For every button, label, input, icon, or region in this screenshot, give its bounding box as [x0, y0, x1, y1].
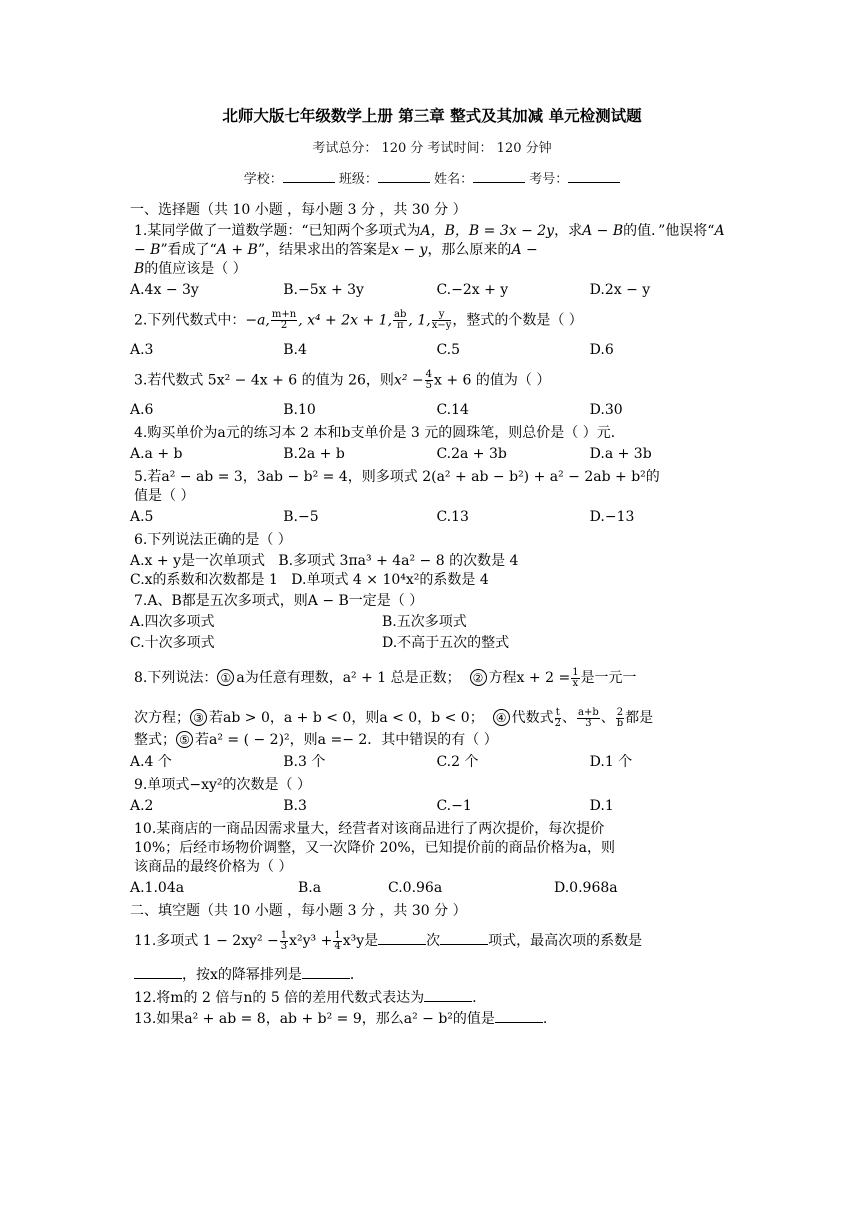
q1-text: ，那么原来的	[427, 242, 512, 258]
frac-top: 2	[616, 706, 624, 718]
q1-math: A − B	[582, 223, 624, 239]
circle-1-icon: ①	[217, 669, 234, 686]
q5-option-a[interactable]: A.5	[130, 509, 154, 525]
frac-bottom: π	[396, 320, 404, 331]
q2-option-a[interactable]: A.3	[130, 342, 154, 358]
q8-text: 8.下列说法：	[134, 670, 218, 686]
q3-option-c[interactable]: C.14	[436, 402, 469, 418]
q13-blank[interactable]	[495, 1010, 543, 1023]
frac-bottom: 5	[425, 380, 432, 391]
question-9: 9.单项式−xy²的次数是（ ）	[134, 777, 311, 793]
q1-text: ”看成了“	[160, 242, 217, 258]
q2-math: , 1,	[408, 312, 431, 329]
q1-math: A −	[511, 242, 538, 258]
q8-fraction	[577, 708, 600, 729]
q2-option-d[interactable]: D.6	[589, 342, 614, 358]
question-3	[134, 370, 734, 391]
q10-option-a[interactable]: A.1.04a	[130, 880, 185, 896]
q2-option-b[interactable]: B.4	[283, 342, 307, 358]
frac-bottom: x−y	[431, 320, 452, 331]
q8-line1-text	[134, 667, 637, 689]
frac-top: ab	[394, 309, 407, 320]
frac-top: a+b	[578, 706, 599, 718]
q9-option-a[interactable]: A.2	[130, 798, 154, 814]
q1-text: 的值．”他误将“	[623, 223, 715, 239]
q8-options	[130, 753, 734, 772]
q10-option-c[interactable]: C.0.96a	[388, 880, 443, 896]
q13-text: .	[542, 1011, 548, 1027]
question-4: 4.购买单价为a元的练习本 2 本和b支单价是 3 元的圆珠笔，则总价是（ ）元．	[134, 425, 625, 441]
q10-option-d[interactable]: D.0.968a	[554, 880, 618, 896]
class-blank[interactable]	[378, 170, 430, 183]
q10-text: 10%；后经市场物价调整，又一次降价 20%，已知提价前的商品价格为a，则	[134, 840, 616, 856]
q1-text: 1.某同学做了一道数学题：“已知两个多项式为	[134, 223, 421, 239]
q11-fraction	[280, 931, 288, 952]
q1-text: ”，结果求出的答案是	[257, 242, 391, 258]
q7-option-b[interactable]: B.五次多项式	[382, 614, 467, 630]
q11-text: 11.多项式 1 − 2xy² −	[134, 933, 279, 949]
circle-4-icon: ④	[493, 709, 510, 726]
section-heading-fill: 二、填空题（共 10 小题 ，每小题 3 分 ，共 30 分 ）	[130, 903, 467, 919]
question-6: 6.下列说法正确的是（ ）	[134, 532, 292, 548]
circle-3-icon: ③	[190, 709, 207, 726]
q3-option-a[interactable]: A.6	[130, 402, 154, 418]
q8-fraction	[571, 668, 579, 689]
q8-line1	[134, 667, 734, 689]
frac-top: 4	[425, 369, 432, 380]
q10-option-b[interactable]: B.a	[298, 880, 322, 896]
q5-option-c[interactable]: C.13	[436, 509, 469, 525]
question-2	[134, 310, 734, 331]
q6-options	[130, 552, 734, 590]
q8-text: 若ab > 0，a + b < 0，则a < 0，b < 0；	[209, 710, 484, 726]
question-5	[134, 468, 734, 506]
q8-text: 代数式	[511, 710, 554, 726]
q1-option-c[interactable]: C.−2x + y	[436, 282, 509, 298]
q3-math: x² −	[393, 372, 424, 389]
q4-option-a[interactable]: A.a + b	[130, 446, 183, 462]
q4-option-c[interactable]: C.2a + 3b	[436, 446, 507, 462]
q2-options	[130, 341, 734, 360]
q5-text: 值是（ ）	[134, 488, 195, 504]
q2-fraction	[393, 310, 407, 331]
q7-option-a[interactable]: A.四次多项式	[130, 614, 215, 630]
frac-top: 1	[280, 929, 288, 941]
q8-line2: 次方程； ③ 若ab > 0，a + b < 0，则a < 0，b < 0； ④ 代数式 $\frac{t}{2}$ 、 $\frac{a+b}{3}$ 、 $\frac{2}{b}$ 都是	[134, 706, 654, 729]
q10-text: 该商品的最终价格为（ ）	[134, 859, 293, 875]
q8-fraction	[555, 708, 561, 729]
q11-text: ．	[349, 967, 364, 983]
question-7: 7.A、B都是五次多项式，则A − B一定是（ ）	[134, 593, 424, 609]
q8-text: 整式；	[134, 732, 176, 748]
q5-option-d[interactable]: D.−13	[589, 509, 635, 525]
q1-math: A，B，B = 3x − 2y	[420, 223, 555, 239]
q5-option-b[interactable]: B.−5	[283, 509, 319, 525]
q1-math: A + B	[216, 242, 258, 258]
frac-top: y	[432, 310, 452, 321]
q11-blank-2[interactable]	[440, 932, 488, 945]
frac-top: t	[555, 706, 560, 718]
q8-text: 若a² = ( − 2)²，则a =− 2．其中错误的有（ ）	[195, 732, 498, 748]
number-label: 考号：	[529, 172, 569, 187]
q9-option-c[interactable]: C.−1	[436, 798, 472, 814]
page-title: 北师大版七年级数学上册 第三章 整式及其加减 单元检测试题	[222, 106, 642, 125]
q4-option-b[interactable]: B.2a + b	[283, 446, 345, 462]
school-blank[interactable]	[283, 170, 335, 183]
q11-blank-1[interactable]	[378, 932, 426, 945]
section-heading-choice: 一、选择题（共 10 小题 ，每小题 3 分 ，共 30 分 ）	[130, 202, 467, 218]
q13-text: 13.如果a² + ab = 8，ab + b² = 9，那么a² − b²的值是	[134, 1011, 495, 1027]
question-10	[134, 820, 734, 877]
q8-line3	[134, 729, 734, 751]
q2-fraction	[432, 310, 452, 331]
frac-top: m+n	[271, 309, 297, 320]
q1-text: ，求	[554, 223, 583, 239]
q10-options	[130, 879, 734, 898]
q4-option-d[interactable]: D.a + 3b	[589, 446, 652, 462]
q12-blank[interactable]	[424, 989, 472, 1002]
q9-option-d[interactable]: D.1	[589, 798, 614, 814]
q7-option-c[interactable]: C.十次多项式	[130, 635, 215, 651]
q8-text: 次方程；	[134, 710, 190, 726]
q8-text: a为任意有理数，a² + 1 总是正数；	[236, 670, 461, 686]
q6-option-a[interactable]: A.x + y是一次单项式	[130, 553, 265, 569]
q1-math: B	[134, 261, 145, 277]
q9-option-b[interactable]: B.3	[283, 798, 307, 814]
q2-option-c[interactable]: C.5	[436, 342, 461, 358]
q3-fraction	[425, 370, 433, 391]
q2-math: , x⁴ + 2x + 1,	[298, 312, 393, 329]
q2-text: ，整式的个数是（ ）	[452, 312, 583, 329]
question-13	[134, 1010, 734, 1029]
frac-bottom: 3	[585, 717, 592, 729]
question-12	[134, 989, 734, 1008]
frac-bottom: b	[616, 717, 624, 729]
q2-math: −a,	[245, 312, 270, 329]
q8-option-b[interactable]: B.3 个	[283, 754, 326, 770]
q5-text: 5.若a² − ab = 3，3ab − b² = 4，则多项式 2(a² + ab − b²) + a² − 2ab + b²的	[134, 469, 660, 485]
student-info-line	[130, 170, 734, 189]
q4-options	[130, 445, 734, 464]
q6-option-b[interactable]: B.多项式 3πa³ + 4a² − 8 的次数是 4	[278, 553, 519, 569]
q3-option-b[interactable]: B.10	[283, 402, 316, 418]
q3-text: 3.若代数式 5x² − 4x + 6 的值为 26，则	[134, 372, 394, 389]
q8-option-a[interactable]: A.4 个	[130, 754, 172, 770]
q7-options-row1	[130, 613, 734, 632]
q1-options	[130, 281, 734, 300]
exam-info: 考试总分： 120 分 考试时间： 120 分钟	[312, 141, 552, 156]
frac-bottom: 2	[280, 320, 288, 331]
q11-text: 次	[426, 933, 441, 949]
q1-option-b[interactable]: B.−5x + 3y	[283, 282, 364, 298]
q8-option-c[interactable]: C.2 个	[436, 754, 479, 770]
name-label: 姓名：	[434, 172, 474, 187]
q1-option-a[interactable]: A.4x − 3y	[130, 282, 199, 298]
q1-math: A − B	[134, 223, 725, 258]
q8-text: 方程x + 2 =	[488, 670, 571, 686]
q2-text: 2.下列代数式中：	[134, 312, 246, 329]
q7-options-row2	[130, 634, 734, 653]
q11-fraction	[333, 931, 341, 952]
question-11	[134, 929, 734, 987]
q8-fraction	[616, 708, 624, 729]
q3-option-d[interactable]: D.30	[589, 402, 623, 418]
circle-2-icon: ②	[470, 669, 487, 686]
frac-bottom: 3	[280, 940, 288, 952]
q11-line2	[134, 963, 734, 987]
q9-options	[130, 797, 734, 816]
class-label: 班级：	[338, 172, 378, 187]
q11-text: ，按x的降幂排列是	[182, 967, 302, 983]
q3-text: x + 6 的值为（ ）	[434, 372, 551, 389]
frac-bottom: 4	[334, 940, 341, 952]
q8-option-d[interactable]: D.1 个	[589, 754, 633, 770]
q8-text: 都是	[625, 710, 654, 726]
frac-bottom: x	[572, 677, 579, 689]
frac-top: 1	[334, 929, 341, 941]
q1-math: x − y	[391, 242, 428, 258]
q1-text: 的值应该是（ ）	[144, 261, 247, 277]
q3-options	[130, 401, 734, 420]
name-blank[interactable]	[473, 170, 525, 183]
q10-text: 10.某商店的一商品因需求量大，经营者对该商品进行了两次提价，每次提价	[134, 821, 605, 837]
school-label: 学校：	[243, 172, 283, 187]
frac-top: 1	[572, 666, 579, 678]
q6-option-d[interactable]: D.单项式 4 × 10⁴x²的系数是 4	[291, 572, 489, 588]
q11-text: 项式，最高次项的系数是	[488, 933, 643, 949]
q2-fraction	[271, 310, 297, 331]
q11-blank-4[interactable]	[302, 966, 350, 979]
number-blank[interactable]	[568, 170, 620, 183]
q7-option-d[interactable]: D.不高于五次的整式	[382, 635, 510, 651]
circle-5-icon: ⑤	[176, 731, 193, 748]
q11-text: x²y³ +	[289, 933, 333, 949]
q8-text: 是一元一	[580, 670, 637, 686]
q6-option-c[interactable]: C.x的系数和次数都是 1	[130, 572, 278, 588]
q12-text: .	[472, 990, 477, 1006]
q5-options	[130, 508, 734, 527]
q12-text: 12.将m的 2 倍与n的 5 倍的差用代数式表达为	[134, 990, 425, 1006]
question-1	[134, 222, 734, 279]
frac-bottom: 2	[554, 717, 561, 729]
q11-blank-3[interactable]	[134, 966, 182, 979]
question-8	[134, 667, 734, 751]
q11-text: x³y是	[342, 933, 379, 949]
q1-option-d[interactable]: D.2x − y	[589, 282, 651, 298]
